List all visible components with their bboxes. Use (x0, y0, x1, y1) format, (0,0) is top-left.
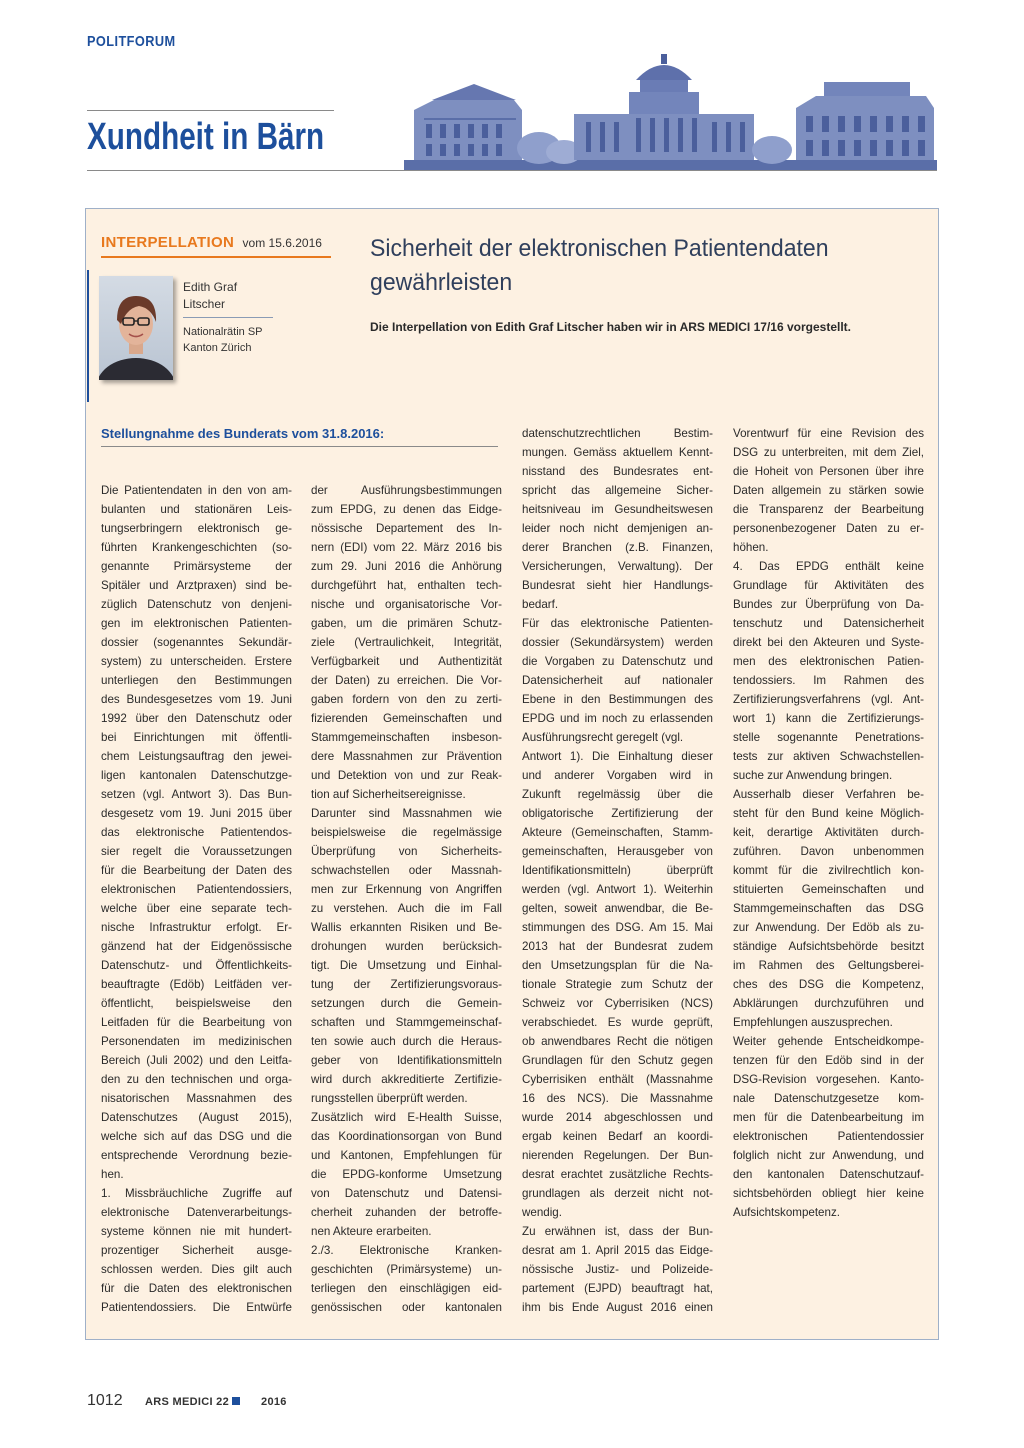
text-line: nische und organisatorische Vor- (311, 598, 502, 611)
text-line: kommt für die zivilrechtlich kon- (733, 864, 924, 877)
text-line: die EPDG-konforme Umsetzung (311, 1168, 502, 1181)
left-accent-bar (87, 270, 89, 402)
text-line: spricht das allgemeine Sicher- (522, 484, 713, 497)
text-line: nisstand des Bundesrates ent- (522, 465, 713, 478)
parliament-skyline-illustration (404, 52, 937, 170)
text-line: setzen (vgl. Antwort 3). Das Bun- (101, 788, 292, 801)
text-line: folglich nicht zur Anwendung, und (733, 1149, 924, 1162)
text-line: die Vorgaben zu Datenschutz und (522, 655, 713, 668)
text-line: zur Anwendung. Der Edöb als zu- (733, 921, 924, 934)
text-line: Spitäler und Arztpraxen) sind be- (101, 579, 292, 592)
text-line: leider noch nicht demjenigen an- (522, 522, 713, 535)
journal-year: 2016 (261, 1396, 287, 1408)
text-line: DSG zu unterbreiten, mit dem Ziel, (733, 446, 924, 459)
text-line: führten Krankengeschichten (so- (101, 541, 292, 554)
text-line: ziele (Vertraulichkeit, Integrität, (311, 636, 502, 649)
text-line: und Detektion von und zur Reak- (311, 769, 502, 782)
text-line: für die Daten des elektronischen (101, 1282, 292, 1295)
interpellation-heading (101, 234, 322, 252)
text-line: personenbezogener Daten zu er- (733, 522, 924, 535)
text-line: Zukunft regelmässig über die (522, 788, 713, 801)
text-line: Antwort 1). Die Einhaltung dieser (522, 750, 713, 763)
text-line: partement (EJPD) beauftragt hat, (522, 1282, 713, 1295)
text-line: zuführen. Davon unbenommen (733, 845, 924, 858)
text-line: Empfehlungen auszusprechen. (733, 1016, 893, 1029)
text-line: Die Patientendaten in den von am- (101, 484, 292, 497)
text-line: Identifikationsmitteln) überprüft (522, 864, 713, 877)
text-line: mungen. Gemäss aktuellem Kennt- (522, 446, 713, 459)
text-line: genannte Primärsysteme der (101, 560, 292, 573)
text-line: Daten allgemein zu stärken sowie (733, 484, 924, 497)
header-rule-top (87, 110, 334, 111)
text-line: Stammgemeinschaften insbeson- (311, 731, 502, 744)
text-line: züglich Datenschutz von denjeni- (101, 598, 292, 611)
text-line: suche zur Anwendung bringen. (733, 769, 893, 782)
text-line: ihm bis Ende August 2016 einen (522, 1301, 713, 1314)
text-line: obligatorische Zertifizierung der (522, 807, 713, 820)
text-line: tungserbringern elektronisch ge- (101, 522, 292, 535)
text-line: für die Bearbeitung der Daten des (101, 864, 292, 877)
text-line: unterliegen den Bestimmungen (101, 674, 292, 687)
person-role-line2: Kanton Zürich (183, 342, 252, 354)
text-line: werden (vgl. Antwort 1). Weiterhin (522, 883, 713, 896)
text-line: nisatorischen Massnahmen des (101, 1092, 292, 1105)
text-line: nische Infrastruktur erfolgt. Er- (101, 921, 292, 934)
text-line: der Ausführungsbestimmungen (311, 484, 502, 497)
person-name-line1: Edith Graf (183, 280, 238, 294)
text-line: Versicherungen, Verwaltung). Der (522, 560, 713, 573)
statement-rule (101, 446, 498, 447)
text-line: von Datenschutz und Datensi- (311, 1187, 502, 1200)
text-line: Zu erwähnen ist, dass der Bun- (522, 1225, 713, 1238)
text-line: Bundes zur Überprüfung von Da- (733, 598, 924, 611)
text-line: tion auf Sicherheitsereignisse. (311, 788, 466, 801)
headline-line1: Sicherheit der elektronischen Patientendaten (370, 235, 829, 262)
page-number: 1012 (87, 1392, 123, 1409)
text-line: 16 des NCS). Die Massnahme (522, 1092, 713, 1105)
text-line: durchgeführt hat, enthalten tech- (311, 579, 502, 592)
portrait-photo (99, 276, 173, 380)
text-line: beispielsweise die regelmässige (311, 826, 502, 839)
text-line: das elektronische Patientendos- (101, 826, 292, 839)
text-line: das Koordinationsorgan von Bund (311, 1130, 502, 1143)
text-line: 2./3. Elektronische Kranken- (311, 1244, 502, 1257)
text-line: Bundesrat sieht hier Handlungs- (522, 579, 713, 592)
text-line: bulanten und stationären Leis- (101, 503, 292, 516)
text-line: Cyberrisiken enthält (Massnahme (522, 1073, 713, 1086)
text-line: tionale Strategie zum Schutz der (522, 978, 713, 991)
text-line: nierenden Regelungen. Der Bun- (522, 1149, 713, 1162)
text-line: setzungen durch die Gemein- (311, 997, 502, 1010)
text-line: bedarf. (522, 598, 559, 611)
text-line: 4. Das EPDG enthält keine (733, 560, 924, 573)
interpellation-rule (101, 256, 331, 258)
header-rule-bottom (87, 170, 937, 171)
text-column-3 (522, 424, 713, 1317)
text-line: 1992 über den Datenschutz oder (101, 712, 292, 725)
text-line: geber von Identifikationsmitteln (311, 1054, 502, 1067)
text-line: gen im elektronischen Patienten- (101, 617, 292, 630)
text-line: elektronischen Patientendossiers, (101, 883, 292, 896)
text-line: Grundlage für Aktivitäten des (733, 579, 924, 592)
text-line: dossier (sogenanntes Sekundär- (101, 636, 292, 649)
text-line: derer Branchen (z.B. Finanzen, (522, 541, 713, 554)
text-line: den kantonalen Datenschutzauf- (733, 1168, 924, 1181)
text-line: Weiter gehende Entscheidkompe- (733, 1035, 924, 1048)
text-line: verabschiedet. Es wurde geprüft, (522, 1016, 713, 1029)
text-line: gänzend hat der Eidgenössische (101, 940, 292, 953)
text-line: Akteure (Gemeinschaften, Stamm- (522, 826, 713, 839)
section-label: POLITFORUM (87, 33, 176, 50)
text-line: rungsstellen überprüft werden. (311, 1092, 468, 1105)
text-line: desrat am 1. April 2015 das Eidge- (522, 1244, 713, 1257)
text-line: Zusätzlich wird E-Health Suisse, (311, 1111, 502, 1124)
text-line: prozentiger Sicherheit ausge- (101, 1244, 292, 1257)
text-line: Zertifizierungsverfahrens (vgl. Ant- (733, 693, 924, 706)
text-line: heitsniveau im Gesundheitswesen (522, 503, 713, 516)
text-line: nale Datenschutzgesetze kom- (733, 1092, 924, 1105)
text-line: Aufsichtskompetenz. (733, 1206, 840, 1219)
text-line: stelle sogenannte Penetrations- (733, 731, 924, 744)
text-line: keit, derartige Aktivitäten durch- (733, 826, 924, 839)
text-line: desgesetz vom 19. Juni 2015 über (101, 807, 292, 820)
text-line: steht für den Bund keine Möglich- (733, 807, 924, 820)
text-line: schaften und Stammgemeinschaf- (311, 1016, 502, 1029)
text-line: Überprüfung von Sicherheits- (311, 845, 502, 858)
text-line: Darunter sind Massnahmen wie (311, 807, 502, 820)
text-line: sichtsbehörden obliegt hier keine (733, 1187, 924, 1200)
text-line: tendossiers. Im Rahmen des (733, 674, 924, 687)
interpellation-date: vom 15.6.2016 (242, 236, 322, 250)
text-line: höhen. (733, 541, 769, 554)
text-line: chem Leistungsauftrag den jewei- (101, 750, 292, 763)
text-line: genössischen oder kantonalen (311, 1301, 502, 1314)
text-line: Abklärungen durchzuführen und (733, 997, 924, 1010)
text-line: Vorentwurf für eine Revision des (733, 427, 924, 440)
text-line: Wallis erkannten Risiken und Be- (311, 921, 502, 934)
article-headline (370, 232, 908, 300)
text-line: Ausserhalb dieser Verfahren be- (733, 788, 924, 801)
text-line: und anderer Vorgaben wird in (522, 769, 713, 782)
text-line: ständige Aufsichtsbehörde besitzt (733, 940, 924, 953)
text-line: stituierten Gemeinschaften und (733, 883, 924, 896)
text-line: gaben fordern von den zu zerti- (311, 693, 502, 706)
text-line: cherheit zuhanden der betroffe- (311, 1206, 502, 1219)
text-line: drohungen wurden berücksich- (311, 940, 502, 953)
text-line: Schweiz vor Cyberrisiken (NCS) (522, 997, 713, 1010)
text-line: Ebene in den Bestimmungen des (522, 693, 713, 706)
text-line: Leitfaden für die Bearbeitung von (101, 1016, 292, 1029)
text-line: tigt. Die Umsetzung und Einhal- (311, 959, 502, 972)
text-line: nössische Departement des In- (311, 522, 502, 535)
text-line: direkt bei den Akteuren und Syste- (733, 636, 924, 649)
square-separator-icon (232, 1397, 240, 1405)
text-line: datenschutzrechtlichen Bestim- (522, 427, 713, 440)
text-line: die Transparenz der Bearbeitung (733, 503, 924, 516)
text-line: zum 29. Juni 2016 die Anhörung (311, 560, 502, 573)
text-line: DSG-Revision vorgesehen. Kanto- (733, 1073, 924, 1086)
text-line: 2013 hat der Bundesrat zudem (522, 940, 713, 953)
text-line: zu verstehen. Auch die im Fall (311, 902, 502, 915)
page-footer (87, 1392, 287, 1410)
text-line: zum EPDG, zu denen das Eidge- (311, 503, 502, 516)
text-line: Stammgemeinschaften das DSG (733, 902, 924, 915)
text-line: desrat erachtet zusätzliche Rechts- (522, 1168, 713, 1181)
text-line: Datenschutz- und Öffentlichkeits- (101, 959, 292, 972)
person-role-line1: Nationalrätin SP (183, 326, 263, 338)
text-line: ches des DSG die Kompetenz, (733, 978, 924, 991)
text-line: entsprechende Verordnung bezie- (101, 1149, 292, 1162)
text-line: Ausführungsrecht geregelt (vgl. (522, 731, 684, 744)
text-line: Bereich (Juli 2002) und den Leitfa- (101, 1054, 292, 1067)
text-line: des Bundesgesetzes vom 19. Juni (101, 693, 292, 706)
text-line: dossier (Sekundärsystem) werden (522, 636, 713, 649)
text-line: Datensicherheit auf nationaler (522, 674, 713, 687)
text-line: men des elektronischen Patien- (733, 655, 924, 668)
text-line: Grundlagen für den Schutz gegen (522, 1054, 713, 1067)
text-line: 1. Missbräuchliche Zugriffe auf (101, 1187, 292, 1200)
text-line: wort 1) kann die Zertifizierungs- (733, 712, 924, 725)
interpellation-label: INTERPELLATION (101, 234, 235, 251)
text-line: Datenschutzes (August 2015), (101, 1111, 292, 1124)
text-line: bei Einrichtungen mit öffentli- (101, 731, 292, 744)
text-line: stimmungen des DSG. Am 15. Mai (522, 921, 713, 934)
text-line: ligen kantonalen Datenschutzge- (101, 769, 292, 782)
text-line: welche sich auf das DSG und die (101, 1130, 292, 1143)
text-line: nössische Justiz- und Polizeide- (522, 1263, 713, 1276)
text-line: wendig. (522, 1206, 562, 1219)
text-line: men für die Datenbearbeitung im (733, 1111, 924, 1124)
text-line: nen Akteure erarbeiten. (311, 1225, 432, 1238)
text-line: EPDG und im noch zu erlassenden (522, 712, 713, 725)
text-line: ob anwendbares Recht die nötigen (522, 1035, 713, 1048)
text-line: system) zu unterscheiden. Erstere (101, 655, 292, 668)
text-line: Patientendossiers. Die Entwürfe (101, 1301, 292, 1314)
text-line: öffentlicht, beispielsweise den (101, 997, 292, 1010)
text-line: und Kantonen, Empfehlungen für (311, 1149, 502, 1162)
text-line: tenzen für den Edöb sind in der (733, 1054, 924, 1067)
text-line: wird durch akkreditierte Zertifizie- (311, 1073, 502, 1086)
text-line: schlossen werden. Dies gilt auch (101, 1263, 292, 1276)
text-line: gaben, um die primären Schutz- (311, 617, 502, 630)
text-line: tenschutz und Datensicherheit (733, 617, 924, 630)
text-column-2 (311, 481, 502, 1317)
text-line: welche über eine separate tech- (101, 902, 292, 915)
text-line: elektronischen Patientendossier (733, 1130, 924, 1143)
text-line: sier regelt die Voraussetzungen (101, 845, 292, 858)
text-line: die Hoheit von Personen über ihre (733, 465, 924, 478)
text-line: men zur Erkennung von Angriffen (311, 883, 502, 896)
text-line: ten sowie auch durch die Heraus- (311, 1035, 502, 1048)
text-column-4 (733, 424, 924, 1222)
text-line: Personendaten im medizinischen (101, 1035, 292, 1048)
text-line: terliegen den einschlägigen eid- (311, 1282, 502, 1295)
text-line: elektronische Datenverarbeitungs- (101, 1206, 292, 1219)
text-line: Für das elektronische Patienten- (522, 617, 713, 630)
person-rule (183, 317, 273, 318)
text-line: Verfügbarkeit und Authentizität (311, 655, 502, 668)
headline-line2: gewährleisten (370, 269, 513, 296)
person-name-line2: Litscher (183, 297, 226, 311)
text-line: hen. (101, 1168, 124, 1181)
text-column-1 (101, 481, 292, 1317)
text-line: tung der Zertifizierungsvoraus- (311, 978, 502, 991)
text-line: im Rahmen des Geltungsberei- (733, 959, 924, 972)
text-line: wurde 2014 abgeschlossen und (522, 1111, 713, 1124)
text-line: der Daten) zu erreichen. Die Vor- (311, 674, 502, 687)
text-line: gemeinschaften, Herausgeber von (522, 845, 713, 858)
text-line: den zu den technischen und orga- (101, 1073, 292, 1086)
person-info (183, 279, 273, 356)
text-line: fizierenden Gemeinschaften und (311, 712, 502, 725)
statement-heading: Stellungnahme des Bunderats vom 31.8.2016: (101, 426, 385, 441)
text-line: schwachstellen oder Massnah- (311, 864, 502, 877)
text-line: dere Massnahmen zur Prävention (311, 750, 502, 763)
text-line: den Umsetzungsplan für die Na- (522, 959, 713, 972)
text-line: tests zur aktiven Schwachstellen- (733, 750, 924, 763)
text-line: ergab keinen Bedarf an koordi- (522, 1130, 713, 1143)
column-title: Xundheit in Bärn (87, 116, 325, 158)
text-line: nern (EDI) vom 22. März 2016 bis (311, 541, 502, 554)
text-line: beauftragte (Edöb) Leitfäden ver- (101, 978, 292, 991)
article-lede: Die Interpellation von Edith Graf Litscher haben wir in ARS MEDICI 17/16 vorgestellt. (370, 320, 851, 334)
text-line: geschichten (Primärsysteme) un- (311, 1263, 502, 1276)
text-line: systeme können nie mit hundert- (101, 1225, 292, 1238)
journal-name: ARS MEDICI 22 (145, 1396, 230, 1408)
text-line: gelten, soweit anwendbar, die Be- (522, 902, 713, 915)
text-line: grundlagen als derzeit nicht not- (522, 1187, 713, 1200)
